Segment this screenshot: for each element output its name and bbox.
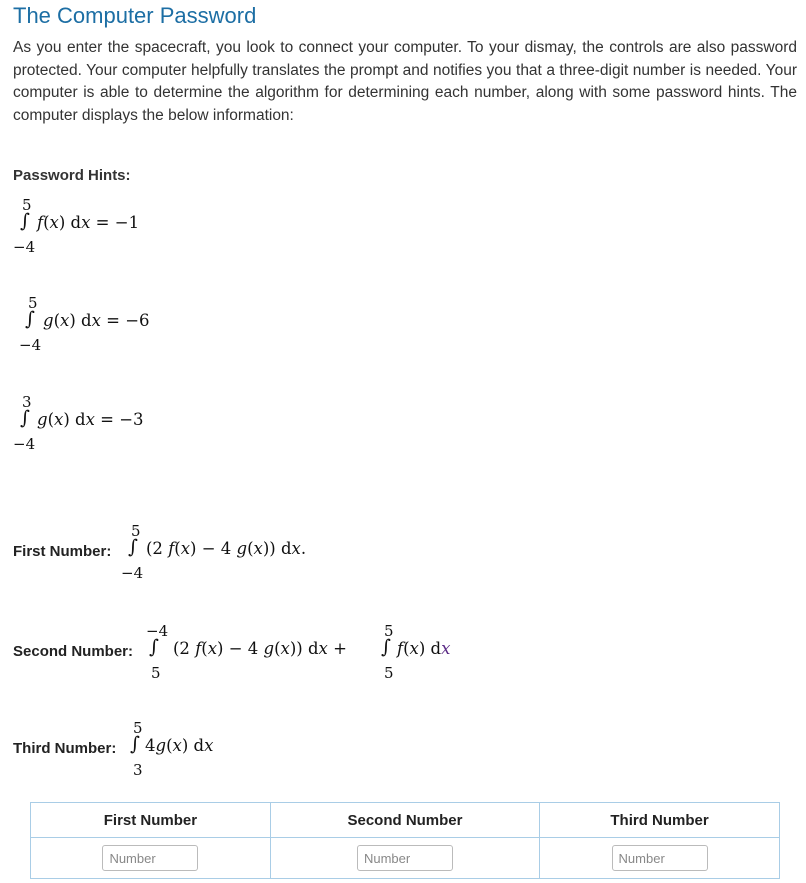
integrand: (2 f(x) − 4 g(x)) dx.	[146, 539, 307, 558]
plus-sign: +	[333, 639, 347, 658]
cell-third-number	[540, 838, 780, 879]
lower-limit: 3	[133, 761, 143, 779]
lower-limit: 5	[151, 664, 161, 682]
integral-result: = −3	[100, 410, 144, 429]
header-second-number: Second Number	[270, 803, 539, 838]
integral-sign: ∫	[20, 210, 30, 232]
coefficient: 4	[145, 736, 156, 755]
upper-limit-2: 5	[384, 622, 394, 640]
upper-limit: −4	[146, 622, 169, 640]
first-number-label: First Number:	[13, 543, 112, 560]
integral-result: = −1	[95, 213, 140, 232]
intro-paragraph: As you enter the spacecraft, you look to connect your computer. To your dismay, the controls are also password protected. Your computer helpfully translates the prompt and notifies you that a three-digit number is needed. Your computer is able to determine the algorithm for determining each number, along with some password hints. The computer displays the below information:	[13, 39, 797, 124]
integrand: f(x) dx = −1	[37, 213, 140, 232]
integral-sign: ∫	[20, 407, 30, 429]
integral-result: = −6	[106, 311, 150, 330]
first-number-input[interactable]	[102, 845, 198, 871]
integrand: 4g(x) dx	[145, 736, 214, 755]
header-first-number: First Number	[31, 803, 271, 838]
upper-limit: 3	[22, 393, 32, 411]
upper-limit: 5	[133, 719, 143, 737]
upper-limit: 5	[131, 522, 141, 540]
integral-sign-2: ∫	[381, 636, 391, 658]
lower-limit: −4	[121, 564, 144, 582]
integrand-2: f(x) dx	[397, 639, 451, 658]
answer-table-input-row	[31, 838, 780, 879]
integral-sign: ∫	[128, 536, 138, 558]
period: .	[300, 539, 307, 558]
func-name: g	[43, 311, 54, 330]
upper-limit: 5	[28, 294, 38, 312]
lower-limit: −4	[13, 238, 36, 256]
integrand: g(x) dx = −6	[43, 311, 150, 330]
integrand: (2 f(x) − 4 g(x)) dx +	[173, 639, 347, 658]
integral-sign: ∫	[25, 308, 35, 330]
upper-limit: 5	[22, 196, 32, 214]
integral-sign: ∫	[149, 636, 159, 658]
func-name: f	[37, 213, 44, 232]
lower-limit-2: 5	[384, 664, 394, 682]
third-number-input[interactable]	[612, 845, 708, 871]
third-number-label: Third Number:	[13, 740, 117, 757]
header-third-number: Third Number	[540, 803, 780, 838]
integrand: g(x) dx = −3	[37, 410, 144, 429]
integral-sign: ∫	[130, 733, 140, 755]
func-name: g	[37, 410, 48, 429]
page-title: The Computer Password	[13, 3, 257, 28]
lower-limit: −4	[13, 435, 36, 453]
second-number-label: Second Number:	[13, 643, 134, 660]
cell-second-number	[270, 838, 539, 879]
answer-table	[30, 802, 780, 879]
answer-table-header-row	[31, 803, 780, 838]
hints-heading: Password Hints:	[13, 167, 131, 184]
second-number-input[interactable]	[357, 845, 453, 871]
lower-limit: −4	[19, 336, 42, 354]
cell-first-number	[31, 838, 271, 879]
